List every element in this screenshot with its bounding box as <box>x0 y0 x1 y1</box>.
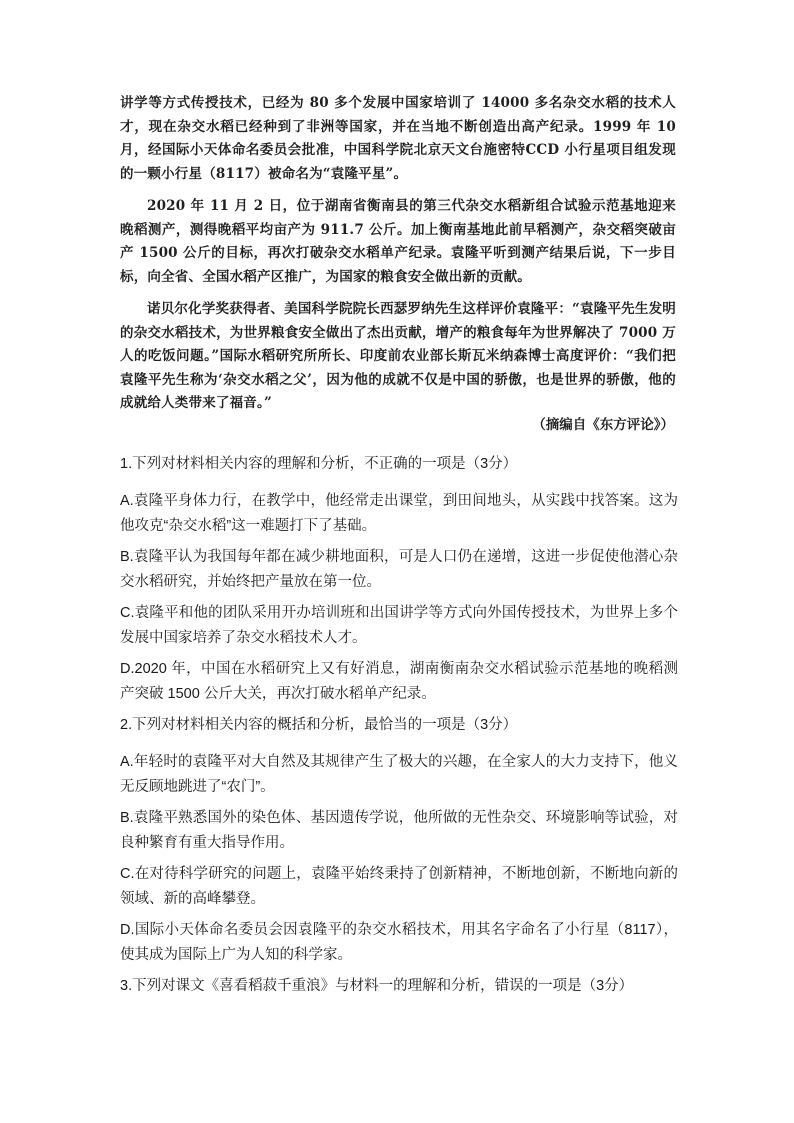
question-1-option-d-text: D.2020 年，中国在水稻研究上又有好消息，湖南衡南杂交水稻试验示范基地的晚稻测产突破 1500 公斤大关，再次打破水稻单产纪录。 <box>120 661 678 702</box>
question-1-stem-text: 1.下列对材料相关内容的理解和分析，不正确的一项是（3分） <box>120 456 518 472</box>
question-1-option-c-text: C.袁隆平和他的团队采用开办培训班和出国讲学等方式向外国传授技术，为世界上多个发展中国家培养了杂交水稻技术人才。 <box>120 605 678 646</box>
question-2-option-b <box>120 806 678 856</box>
question-1-option-a-text: A.袁隆平身体力行，在教学中，他经常走出课堂，到田间地头，从实践中找答案。这为他攻克“杂交水稻”这一难题打下了基础。 <box>120 493 678 534</box>
question-2-option-c-text: C.在对待科学研究的问题上，袁隆平始终秉持了创新精神，不断地创新，不断地向新的领域、新的高峰攀登。 <box>120 866 678 907</box>
passage-text-3: 诺贝尔化学奖获得者、美国科学院院长西瑟罗纳先生这样评价袁隆平：“袁隆平先生发明的杂交水稻技术，为世界粮食安全做出了杰出贡献，增产的粮食每年为世界解决了 7000 万人的吃饭问题。”国际水稻研究所所长、印度前农业部长斯瓦米纳森博士高度评价：“我们把袁隆平先生称为‘杂交水稻之父’，因为他的成就不仅是中国的骄傲，也是世界的骄傲，他的成就给人类带来了福音。” <box>120 301 676 411</box>
question-2-option-a <box>120 750 678 800</box>
question-2-option-c <box>120 862 678 912</box>
question-2-option-d-text: D.国际小天体命名委员会因袁隆平的杂交水稻技术，用其名字命名了小行星（8117），使其成为国际上广为人知的科学家。 <box>120 922 678 963</box>
question-1-option-b <box>120 545 678 595</box>
question-3-stem <box>120 974 678 999</box>
question-3-stem-text: 3.下列对课文《喜看稻菽千重浪》与材料一的理解和分析，错误的一项是（3分） <box>120 978 634 994</box>
question-2-option-a-text: A.年轻时的袁隆平对大自然及其规律产生了极大的兴趣，在全家人的大力支持下，他义无反顾地跳进了“农门”。 <box>120 754 678 795</box>
question-2-stem <box>120 713 678 738</box>
question-1-option-c <box>120 601 678 651</box>
passage-text-1: 讲学等方式传授技术，已经为 80 多个发展中国家培训了 14000 多名杂交水稻的技术人才，现在杂交水稻已经种到了非洲等国家，并在当地不断创造出高产纪录。1999 年 10 月，经国际小天体命名委员会批准，中国科学院北京天文台施密特CCD 小行星项目组发现的一颗小行星（8117）被命名为“袁隆平星”。 <box>120 95 676 182</box>
question-1-option-d <box>120 657 678 707</box>
question-2-stem-text: 2.下列对材料相关内容的概括和分析，最恰当的一项是（3分） <box>120 717 518 733</box>
question-1-option-b-text: B.袁隆平认为我国每年都在减少耕地面积，可是人口仍在递增，这进一步促使他潜心杂交水稻研究，并始终把产量放在第一位。 <box>120 549 678 590</box>
passage-text-2: 2020 年 11 月 2 日，位于湖南省衡南县的第三代杂交水稻新组合试验示范基地迎来晚稻测产，测得晚稻平均亩产为 911.7 公斤。加上衡南基地此前早稻测产，杂交稻突破亩产 1500 公斤的目标，再次打破杂交水稻单产纪录。袁隆平听到测产结果后说，下一步目标，向全省、全国水稻产区推广，为国家的粮食安全做出新的贡献。 <box>120 198 676 285</box>
question-1-option-a <box>120 489 678 539</box>
passage-paragraph-3 <box>120 298 676 416</box>
passage-source: （摘编自《东方评论》） <box>532 417 674 433</box>
passage-paragraph-1 <box>120 92 676 186</box>
question-1-stem <box>120 452 678 477</box>
question-2-option-b-text: B.袁隆平熟悉国外的染色体、基因遗传学说，他所做的无性杂交、环境影响等试验，对良种繁育有重大指导作用。 <box>120 810 678 851</box>
question-2-option-d <box>120 918 678 968</box>
passage-paragraph-2 <box>120 195 676 289</box>
